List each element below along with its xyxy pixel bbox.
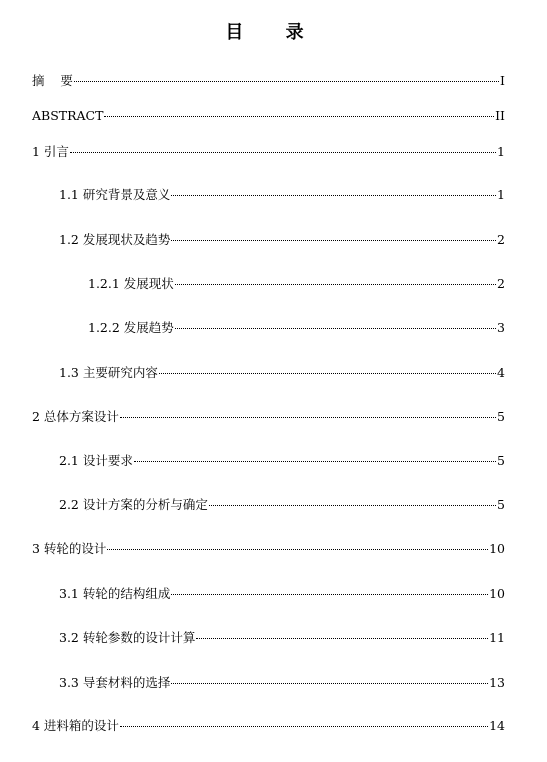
toc-entry-label: 3.3 导套材料的选择	[59, 675, 171, 690]
toc-entry-3-2[interactable]	[59, 630, 505, 646]
toc-leader-dots	[171, 240, 496, 241]
toc-entry-abstract-en[interactable]	[32, 108, 505, 124]
toc-entry-1-2-1[interactable]	[88, 276, 505, 292]
toc-entry-2-1[interactable]	[59, 453, 505, 469]
toc-entry-label: 1.2 发展现状及趋势	[59, 232, 171, 247]
toc-entry-label: 3.2 转轮参数的设计计算	[59, 630, 196, 645]
toc-leader-dots	[120, 726, 488, 727]
toc-leader-dots	[74, 81, 499, 82]
toc-entry-page: 1	[497, 144, 505, 159]
toc-entry-label: 3.1 转轮的结构组成	[59, 586, 171, 601]
toc-entry-page: 5	[497, 497, 505, 512]
toc-leader-dots	[175, 284, 496, 285]
toc-entry-page: 1	[497, 187, 505, 202]
toc-entry-label: 1.2.2 发展趋势	[88, 320, 174, 335]
toc-entry-page: 2	[497, 276, 505, 291]
toc-leader-dots	[120, 417, 496, 418]
toc-entry-3-3[interactable]	[59, 675, 505, 691]
toc-entry-label: 1 引言	[32, 144, 69, 159]
toc-entry-page: 10	[489, 586, 505, 601]
toc-leader-dots	[104, 116, 494, 117]
toc-entry-page: 2	[497, 232, 505, 247]
toc-entry-label: 摘 要	[32, 73, 73, 88]
toc-entry-ch2[interactable]	[32, 409, 505, 425]
toc-entry-label: 1.3 主要研究内容	[59, 365, 158, 380]
toc-leader-dots	[196, 638, 488, 639]
toc-entry-page: 13	[489, 675, 505, 690]
toc-leader-dots	[171, 594, 488, 595]
toc-leader-dots	[134, 461, 496, 462]
toc-entry-1-3[interactable]	[59, 365, 505, 381]
toc-entry-page: 14	[489, 718, 505, 733]
toc-entry-label: ABSTRACT	[32, 108, 104, 123]
toc-title: 目 录	[225, 22, 322, 43]
toc-entry-label: 3 转轮的设计	[32, 541, 107, 556]
toc-leader-dots	[175, 328, 496, 329]
toc-entry-1-2-2[interactable]	[88, 320, 505, 336]
toc-entry-page: I	[500, 73, 505, 88]
toc-entry-ch1[interactable]	[32, 144, 505, 160]
toc-entry-ch4[interactable]	[32, 718, 505, 734]
toc-entry-2-2[interactable]	[59, 497, 505, 513]
toc-leader-dots	[159, 373, 496, 374]
toc-entry-label: 4 进料箱的设计	[32, 718, 119, 733]
toc-entry-1-1[interactable]	[59, 187, 505, 203]
toc-leader-dots	[171, 683, 488, 684]
toc-entry-label: 1.1 研究背景及意义	[59, 187, 171, 202]
toc-entry-label: 2 总体方案设计	[32, 409, 119, 424]
toc-leader-dots	[70, 152, 496, 153]
toc-entry-page: II	[495, 108, 505, 123]
toc-entry-label: 1.2.1 发展现状	[88, 276, 174, 291]
toc-leader-dots	[209, 505, 496, 506]
toc-entry-1-2[interactable]	[59, 232, 505, 248]
toc-entry-page: 4	[497, 365, 505, 380]
toc-entry-page: 10	[489, 541, 505, 556]
toc-entry-page: 5	[497, 409, 505, 424]
toc-entry-ch3[interactable]	[32, 541, 505, 557]
toc-entry-label: 2.1 设计要求	[59, 453, 133, 468]
toc-entry-label: 2.2 设计方案的分析与确定	[59, 497, 208, 512]
toc-entry-page: 3	[497, 320, 505, 335]
toc-leader-dots	[107, 549, 488, 550]
toc-entry-abstract-cn[interactable]	[32, 73, 505, 89]
toc-leader-dots	[171, 195, 496, 196]
toc-entry-page: 11	[489, 630, 505, 645]
toc-entry-page: 5	[497, 453, 505, 468]
toc-entry-3-1[interactable]	[59, 586, 505, 602]
